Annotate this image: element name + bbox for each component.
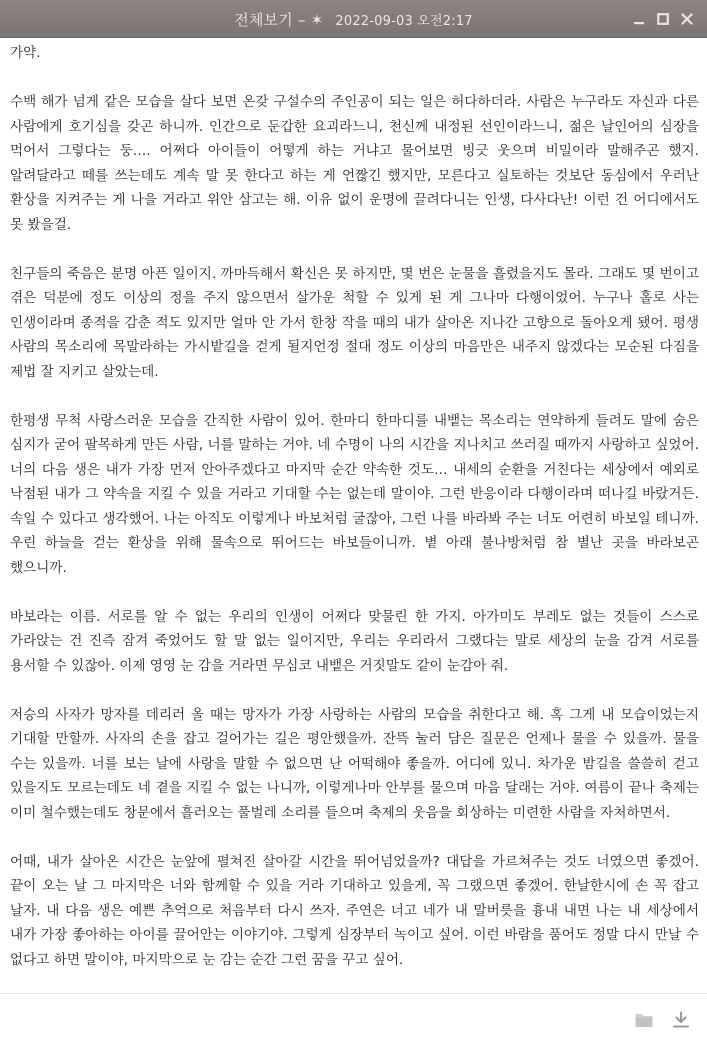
title-bar (0, 0, 707, 38)
folder-icon (634, 1011, 654, 1029)
paragraph-2: 수백 해가 넘게 같은 모습을 살다 보면 온갖 구설수의 주인공이 되는 일은 허다하더라. 사람은 누구라도 자신과 다른 사람에게 호기심을 갖곤 하니까. 인간으로 둔갑한 요괴라느니, 천신께 내정된 선인이라느니, 젊은 날인어의 심장을 먹어서 그렇다는 둥…. 어쩌다 아이들이 어떻게 하는 거냐고 물어보면 빙긋 웃으며 비밀이라 말해주곤 했지. 알려달라고 떼를 쓰는데도 계속 말 못 한다고 하는 게 언짢긴 했지만, 모른다고 실토하는 것보단 동심에서 우러난 환상을 지켜주는 게 나을 거라고 위안 삼고는 해. 이유 없이 운명에 끌려다니는 인생, 다사다난! 이런 건 어디에서도 못 봤을걸. (10, 94, 699, 233)
close-button[interactable] (675, 7, 699, 31)
window-controls (627, 7, 699, 31)
folder-button[interactable] (634, 1011, 654, 1029)
paragraph-1: 가약. (10, 45, 41, 61)
bottom-toolbar (0, 993, 707, 1042)
paragraph-4: 한평생 무척 사랑스러운 모습을 간직한 사람이 있어. 한마디 한마디를 내뱉는 목소리는 연약하게 들려도 말에 숨은 심지가 굳어 팔목하게 만든 사람, 너를 말하는 거야. 네 수명이 나의 시간을 지나치고 쓰러질 때까지 사랑하고 싶었어. 너의 다음 생은 내가 가장 먼저 안아주겠다고 마지막 순간 약속한 것도… 내세의 순환을 거친다는 세상에서 예외로 낙점된 내가 그 약속을 지킬 수 있을 거라고 기대할 수는 없는데 말이야. 그런 반응이라 다행이라며 떠나길 바랐거든. 속일 수 있다고 생각했어. 나는 아직도 이렇게나 바보처럼 굴잖아, 그런 나를 바라봐 주는 너도 어련히 바보일 테니까. 우린 하늘을 걷는 환상을 위해 물속으로 뛰어드는 바보들이니까. 볕 아래 불나방처럼 참 별난 곳을 바라보곤 했으니까. (10, 412, 699, 576)
memo-body[interactable] (0, 38, 707, 993)
window-timestamp: 2022-09-03 오전2:17 (335, 14, 473, 29)
minimize-button[interactable] (627, 7, 651, 31)
window-title (0, 9, 707, 30)
download-icon (671, 1011, 691, 1029)
paragraph-6: 저승의 사자가 망자를 데리러 올 때는 망자가 가장 사랑하는 사람의 모습을 취한다고 해. 혹 그게 내 모습이었는지 기대할 만할까. 사자의 손을 잡고 걸어가는 길은 평안했을까. 잔뜩 눌러 담은 질문은 언제나 물을 수 있을까. 물을 수는 있을까. 너를 보는 날에 사랑을 말할 수 없으면 난 어떡해야 좋을까. 어디에 있니. 차가운 밤길을 쓸쓸히 걷고 있을지도 모르는데도 네 곁을 지킬 수 없는 나니까, 이렇게나마 안부를 물으며 마음 달래는 거야. 여름이 끝나 축제는 이미 철수했는데도 창문에서 흘러오는 풀벌레 소리를 들으며 축제의 웃음을 회상하는 미련한 사람을 자처하면서. (10, 706, 699, 821)
window-title-text: 전체보기 – ✶ (234, 11, 324, 29)
paragraph-7: 어때, 내가 살아온 시간은 눈앞에 펼쳐진 살아갈 시간을 뛰어넘었을까? 대답을 가르쳐주는 것도 너였으면 좋겠어. 끝이 오는 날 그 마지막은 너와 함께할 수 있을 거라 기대하고 있을게, 꼭 그랬으면 좋겠어. 한날한시에 손 꼭 잡고 날자. 내 다음 생은 예쁜 추억으로 처음부터 다시 쓰자. 주연은 너고 네가 내 말버릇을 흉내 내면 나는 내 세상에서 내가 가장 좋아하는 아이를 끌어안는 이야기야. 그렇게 심장부터 녹이고 싶어. 이런 바람을 품어도 정말 다시 만날 수 없다고 하면 말이야, 마지막으로 눈 감는 순간 그런 꿈을 꾸고 싶어. (10, 853, 699, 968)
minimize-icon (632, 12, 646, 26)
close-icon (680, 12, 694, 26)
maximize-icon (656, 12, 670, 26)
paragraph-3: 친구들의 죽음은 분명 아픈 일이지. 까마득해서 확신은 못 하지만, 몇 번은 눈물을 흘렸을지도 몰라. 그래도 몇 번이고 겪은 덕분에 정도 이상의 정을 주지 않으면서 살가운 척할 수 있게 된 게 그나마 다행이었어. 누구나 홀로 사는 인생이라며 종적을 감춘 적도 있지만 얼마 안 가서 한창 작을 때의 내가 살아온 지나간 고향으로 돌아오게 됐어. 평생 사람의 목소리에 목말라하는 가시밭길을 걷게 될지언정 절대 정도 이상의 마음만은 내주지 않겠다는 모순된 다짐을 제법 잘 지키고 살았는데. (10, 265, 699, 380)
download-button[interactable] (671, 1011, 691, 1029)
maximize-button[interactable] (651, 7, 675, 31)
paragraph-5: 바보라는 이름. 서로를 알 수 없는 우리의 인생이 어쩌다 맞물린 한 가지. 아가미도 부레도 없는 것들이 스스로 가라앉는 건 진즉 잠겨 죽었어도 할 말 없는 일이지만, 우리는 우리라서 그랬다는 말로 세상의 눈을 감겨 서로를 용서할 수 있잖아. 이제 영영 눈 감을 거라면 무심코 내뱉은 거짓말도 같이 눈감아 줘. (10, 608, 699, 674)
